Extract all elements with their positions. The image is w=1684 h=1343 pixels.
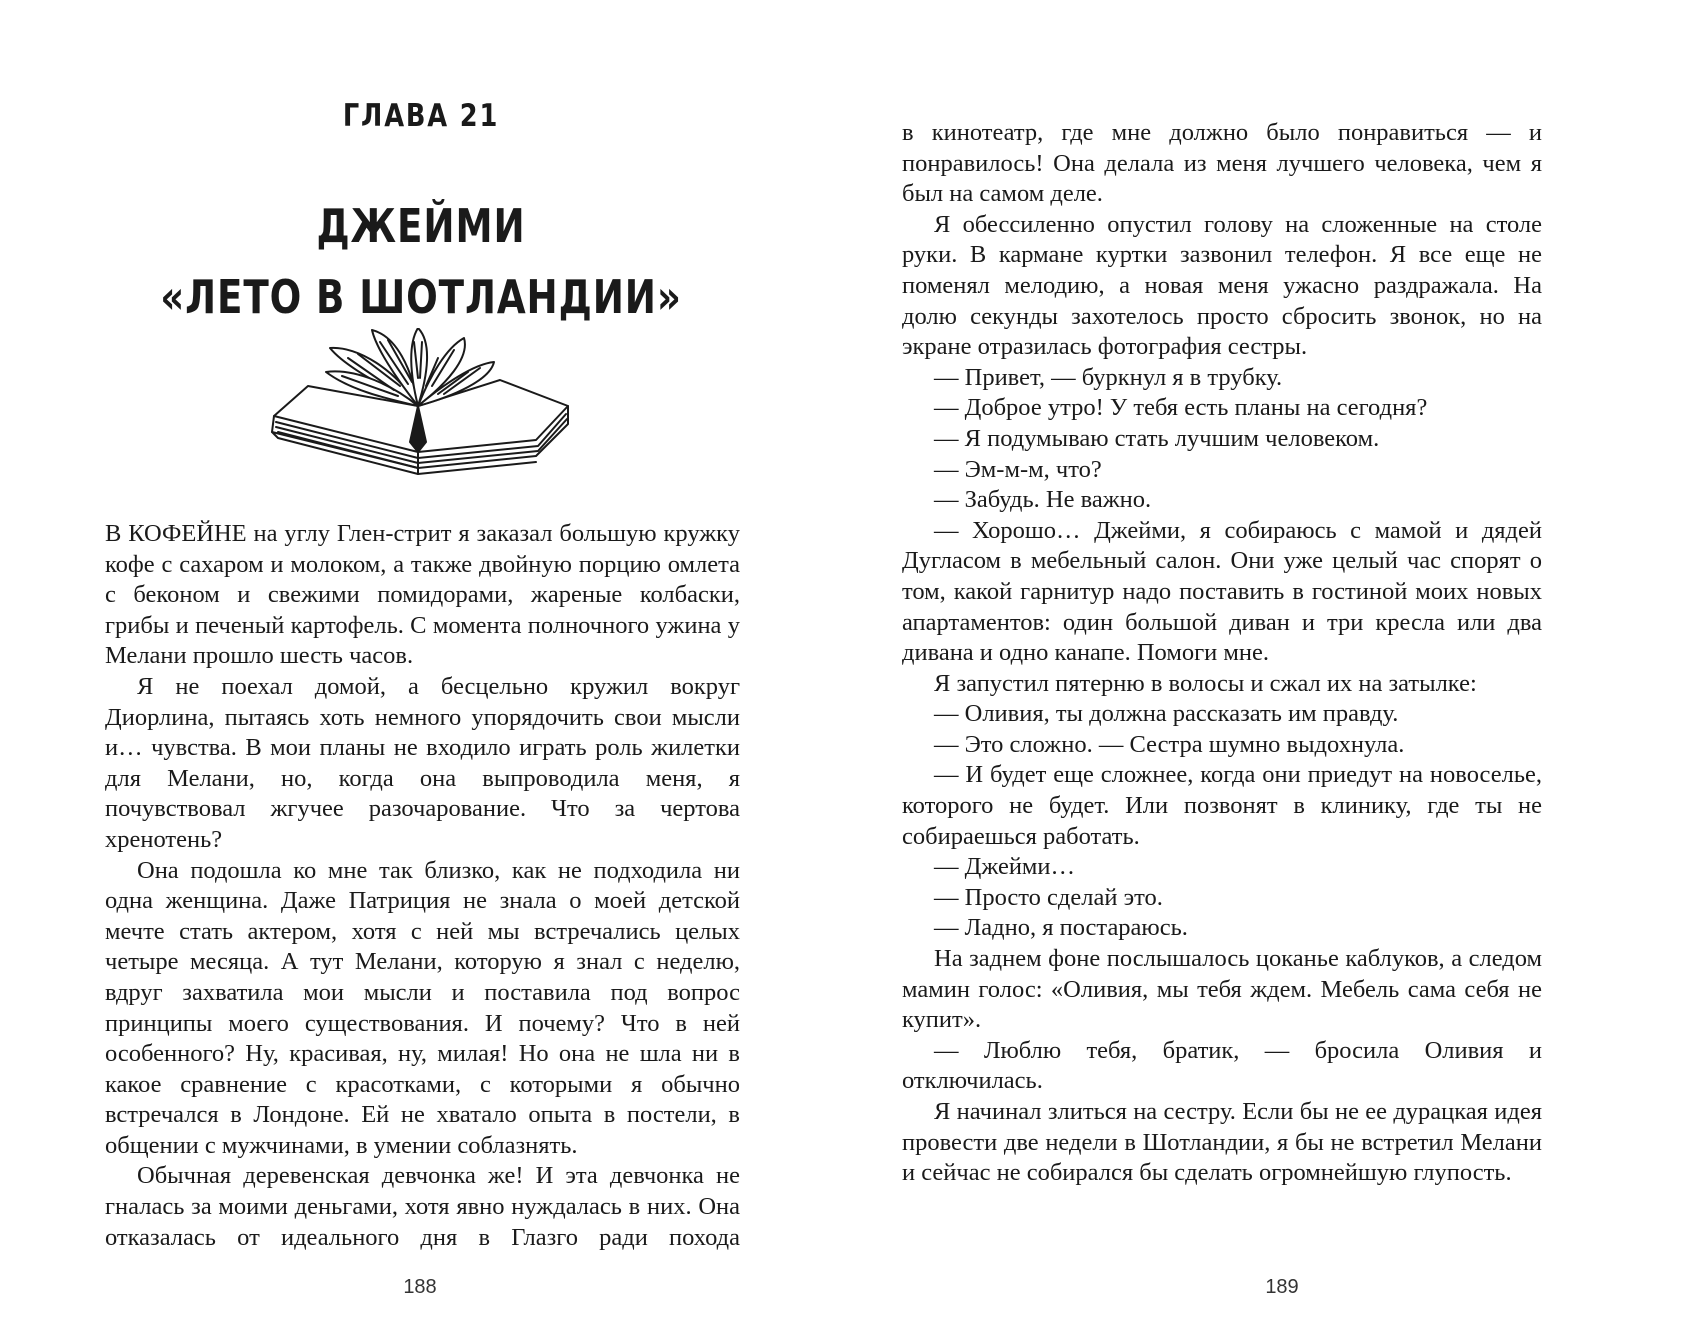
paragraph: Обычная деревенская девчонка же! И эта девчонка не гналась за моими деньгами, хотя явно нуждалась в них. Она отказалась от идеального дня в Глазго ради похода [105, 1162, 740, 1251]
dialogue-line: — Эм-м-м, что? [934, 455, 1102, 483]
dialogue-line: — Это сложно. — Сестра шумно выдохнула. [934, 730, 1405, 758]
dialogue-line: — Джейми… [934, 853, 1076, 881]
chapter-title-line-2: «ЛЕТО В ШОТЛАНДИИ» [160, 270, 682, 324]
page-number: 189 [1265, 1276, 1299, 1298]
dialogue-line: — Доброе утро! У тебя есть планы на сегодня? [934, 394, 1428, 422]
dialogue-line: — Люблю тебя, братик, — бросила Оливия и отключилась. [902, 1036, 1542, 1095]
left-page-text [105, 519, 740, 1253]
chapter-title [42, 195, 800, 328]
dialogue-line: — Забудь. Не важно. [934, 486, 1152, 514]
paragraph: Я начинал злиться на сестру. Если бы не ее дурацкая идея провести две недели в Шотландии, я бы не встретил Мелани и сейчас не собирался бы сделать огромнейшую глупость. [902, 1098, 1542, 1187]
dialogue-line: — Оливия, ты должна рассказать им правду. [934, 700, 1399, 728]
paragraph: Я обессиленно опустил голову на сложенные на столе руки. В кармане куртки зазвонил телефон. Я все еще не поменял мелодию, а новая меня ужасно раздражала. На долю секунды захотелось просто сбросить звонок, но на экране отразилась фотография сестры. [902, 210, 1542, 361]
paragraph: Я запустил пятерню в волосы и сжал их на затылке: [934, 669, 1477, 697]
dialogue-line: — Просто сделай это. [934, 883, 1163, 911]
chapter-title-line-1: ДЖЕЙМИ [316, 199, 526, 253]
dialogue-line: — Привет, — буркнул я в трубку. [934, 363, 1283, 391]
right-page-text [902, 118, 1542, 1189]
dialogue-line: — Я подумываю стать лучшим человеком. [934, 424, 1380, 452]
paragraph: в кинотеатр, где мне должно было понравиться — и понравилось! Она делала из меня лучшего человека, чем я был на самом деле. [902, 119, 1542, 208]
dialogue-line: — Ладно, я постараюсь. [934, 914, 1188, 942]
paragraph: На заднем фоне послышалось цоканье каблуков, а следом мамин голос: «Оливия, мы тебя ждем. Мебель сама себя не купит». [902, 945, 1542, 1034]
page-number: 188 [403, 1276, 437, 1298]
dialogue-line: — И будет еще сложнее, когда они приедут на новоселье, которого не будет. Или позвонят в клинику, где ты не собираешься работать. [902, 761, 1542, 850]
right-page [842, 0, 1684, 1343]
paragraph: Я не поехал домой, а бесцельно кружил вокруг Диорлина, пытаясь хоть немного упорядочить свои мысли и… чувства. В мои планы не входило играть роль жилетки для Мелани, но, когда она выпроводила меня, я почувствовал жгучее разочарование. Что за чертова хренотень? [105, 672, 740, 853]
chapter-label: ГЛАВА 21 [342, 98, 500, 134]
open-book-illustration [268, 328, 580, 480]
dialogue-line: — Хорошо… Джейми, я собираюсь с мамой и дядей Дугласом в мебельный салон. Они уже целый час спорят о том, какой гарнитур надо поставить в гостиной моих новых апартаментов: один большой диван и три кресла или два дивана и одно канапе. Помоги мне. [902, 516, 1542, 667]
paragraph: В КОФЕЙНЕ на углу Глен-стрит я заказал большую кружку кофе с сахаром и молоком, а также двойную порцию омлета с беконом и свежими помидорами, жареные колбаски, грибы и печеный картофель. С момента полночного ужина у Мелани прошло шесть часов. [105, 520, 740, 670]
paragraph: Она подошла ко мне так близко, как не подходила ни одна женщина. Даже Патриция не знала о моей детской мечте стать актером, хотя с ней мы встречались целых четыре месяца. А тут Мелани, которую я знал с неделю, вдруг захватила мои мысли и поставила под вопрос принципы моего существования. И почему? Что в ней особенного? Ну, красивая, ну, милая! Но она не шла ни в какое сравнение с красотками, с которыми я обычно встречался в Лондоне. Ей не хватало опыта в постели, в общении с мужчинами, в умении соблазнять. [105, 856, 740, 1159]
